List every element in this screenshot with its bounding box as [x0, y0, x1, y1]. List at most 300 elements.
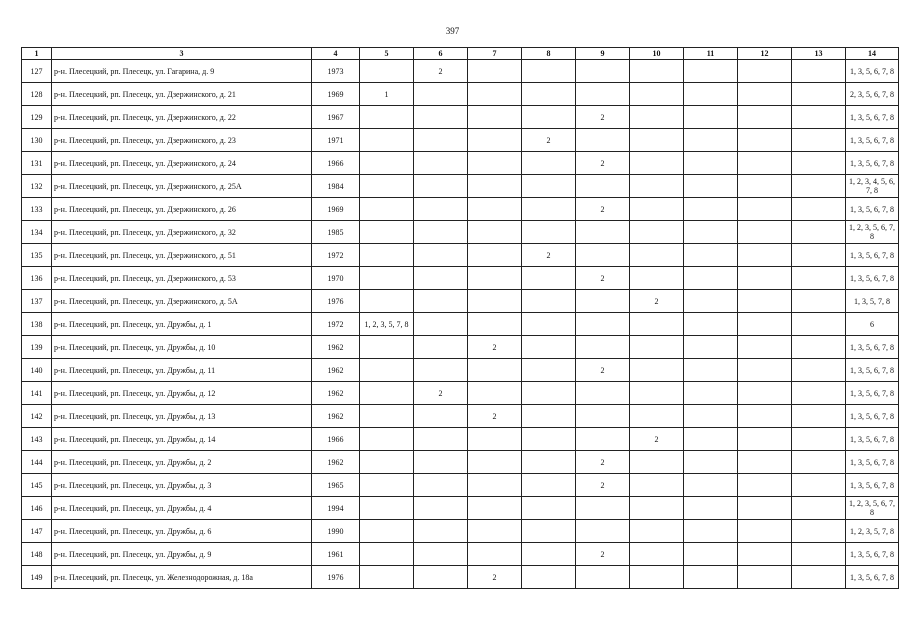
table-cell	[684, 83, 738, 106]
table-cell	[792, 428, 846, 451]
table-cell: 1969	[312, 83, 360, 106]
table-cell	[522, 313, 576, 336]
table-cell	[414, 152, 468, 175]
table-cell	[576, 313, 630, 336]
table-cell: р-н. Плесецкий, рп. Плесецк, ул. Дружбы, д. 1	[52, 313, 312, 336]
table-cell	[684, 175, 738, 198]
table-cell	[576, 566, 630, 589]
table-cell	[576, 244, 630, 267]
table-row	[22, 152, 899, 175]
table-cell: 144	[22, 451, 52, 474]
table-cell	[522, 359, 576, 382]
table-cell	[738, 152, 792, 175]
table-cell	[684, 198, 738, 221]
table-cell: 1, 2, 3, 5, 6, 7, 8	[846, 497, 899, 520]
table-cell: 139	[22, 336, 52, 359]
table-cell: 2	[576, 451, 630, 474]
table-cell	[684, 152, 738, 175]
table-cell	[630, 313, 684, 336]
table-cell: 1, 2, 3, 5, 7, 8	[360, 313, 414, 336]
table-cell	[684, 244, 738, 267]
table-cell	[684, 382, 738, 405]
table-cell	[684, 359, 738, 382]
table-cell: 2	[576, 543, 630, 566]
buildings-table	[21, 47, 899, 589]
column-header: 7	[468, 48, 522, 60]
table-cell	[414, 543, 468, 566]
table-cell	[414, 106, 468, 129]
table-cell	[738, 428, 792, 451]
table-cell	[738, 359, 792, 382]
table-row	[22, 497, 899, 520]
table-cell	[360, 198, 414, 221]
table-cell	[576, 405, 630, 428]
table-cell: р-н. Плесецкий, рп. Плесецк, ул. Дзержинского, д. 51	[52, 244, 312, 267]
table-cell	[684, 106, 738, 129]
table-cell	[468, 106, 522, 129]
table-cell	[468, 175, 522, 198]
table-cell: 1966	[312, 428, 360, 451]
table-cell	[630, 382, 684, 405]
table-cell	[360, 106, 414, 129]
table-cell	[630, 106, 684, 129]
column-header: 4	[312, 48, 360, 60]
table-cell	[684, 428, 738, 451]
page-number: 397	[445, 26, 460, 36]
table-cell: 6	[846, 313, 899, 336]
table-cell: 1985	[312, 221, 360, 244]
table-cell	[792, 336, 846, 359]
table-cell: 1	[360, 83, 414, 106]
table-cell	[468, 451, 522, 474]
table-cell	[522, 543, 576, 566]
table-cell	[792, 382, 846, 405]
table-cell	[468, 290, 522, 313]
table-row	[22, 313, 899, 336]
table-cell	[684, 405, 738, 428]
table-cell	[468, 520, 522, 543]
table-row	[22, 520, 899, 543]
column-header: 3	[52, 48, 312, 60]
table-cell: 1, 3, 5, 6, 7, 8	[846, 60, 899, 83]
table-cell: р-н. Плесецкий, рп. Плесецк, ул. Дружбы, д. 12	[52, 382, 312, 405]
table-cell	[630, 566, 684, 589]
table-cell: р-н. Плесецкий, рп. Плесецк, ул. Дружбы, д. 6	[52, 520, 312, 543]
table-cell	[684, 221, 738, 244]
table-cell: 135	[22, 244, 52, 267]
table-cell: 1973	[312, 60, 360, 83]
table-cell	[522, 336, 576, 359]
table-cell: 2	[522, 244, 576, 267]
table-cell: р-н. Плесецкий, рп. Плесецк, ул. Дзержинского, д. 32	[52, 221, 312, 244]
table-cell: р-н. Плесецкий, рп. Плесецк, ул. Дружбы, д. 10	[52, 336, 312, 359]
table-cell: р-н. Плесецкий, рп. Плесецк, ул. Дзержинского, д. 24	[52, 152, 312, 175]
table-cell: 1961	[312, 543, 360, 566]
table-cell: 1970	[312, 267, 360, 290]
column-header: 14	[846, 48, 899, 60]
table-cell: 1, 3, 5, 6, 7, 8	[846, 382, 899, 405]
table-row	[22, 198, 899, 221]
table-cell: 1, 3, 5, 6, 7, 8	[846, 129, 899, 152]
table-cell: 2	[576, 474, 630, 497]
table-cell	[522, 474, 576, 497]
table-cell	[576, 221, 630, 244]
table-cell	[738, 129, 792, 152]
table-cell	[792, 474, 846, 497]
table-cell	[738, 566, 792, 589]
table-cell	[360, 175, 414, 198]
table-cell	[414, 405, 468, 428]
table-cell	[468, 129, 522, 152]
table-cell: 1, 3, 5, 6, 7, 8	[846, 428, 899, 451]
table-cell	[738, 244, 792, 267]
table-row	[22, 83, 899, 106]
table-cell	[522, 106, 576, 129]
table-row	[22, 244, 899, 267]
table-cell	[738, 290, 792, 313]
table-cell	[738, 336, 792, 359]
table-row	[22, 336, 899, 359]
table-cell: 141	[22, 382, 52, 405]
table-cell	[630, 543, 684, 566]
table-cell	[468, 474, 522, 497]
table-cell: 147	[22, 520, 52, 543]
table-cell: 1, 3, 5, 6, 7, 8	[846, 198, 899, 221]
table-cell	[468, 221, 522, 244]
table-header	[22, 48, 899, 60]
table-cell	[738, 267, 792, 290]
table-cell: 1967	[312, 106, 360, 129]
table-cell	[414, 359, 468, 382]
table-cell: 2	[576, 267, 630, 290]
table-cell: 127	[22, 60, 52, 83]
table-cell: 1, 3, 5, 6, 7, 8	[846, 566, 899, 589]
table-row	[22, 60, 899, 83]
table-cell	[630, 60, 684, 83]
table-cell	[522, 290, 576, 313]
table-cell	[522, 60, 576, 83]
table-cell: 1, 3, 5, 6, 7, 8	[846, 106, 899, 129]
table-cell: 1, 3, 5, 7, 8	[846, 290, 899, 313]
table-cell	[360, 428, 414, 451]
table-cell	[360, 382, 414, 405]
table-row	[22, 359, 899, 382]
table-cell	[738, 221, 792, 244]
table-cell: 1969	[312, 198, 360, 221]
table-cell	[630, 129, 684, 152]
table-cell	[468, 497, 522, 520]
table-cell	[468, 198, 522, 221]
table-cell	[792, 566, 846, 589]
table-cell: р-н. Плесецкий, рп. Плесецк, ул. Дзержинского, д. 26	[52, 198, 312, 221]
table-cell: 1962	[312, 359, 360, 382]
table-cell	[414, 497, 468, 520]
table-cell: 2	[576, 359, 630, 382]
table-cell: 1, 2, 3, 5, 6, 7, 8	[846, 221, 899, 244]
table-cell	[792, 451, 846, 474]
table-row	[22, 405, 899, 428]
table-cell	[630, 152, 684, 175]
table-cell	[414, 267, 468, 290]
table-body	[22, 60, 899, 589]
table-cell	[738, 60, 792, 83]
table-row	[22, 129, 899, 152]
table-cell: 2	[468, 336, 522, 359]
table-cell: р-н. Плесецкий, рп. Плесецк, ул. Дзержинского, д. 23	[52, 129, 312, 152]
table-cell	[522, 520, 576, 543]
table-cell	[360, 336, 414, 359]
table-cell	[738, 543, 792, 566]
table-cell: 129	[22, 106, 52, 129]
column-header: 1	[22, 48, 52, 60]
table-cell	[360, 152, 414, 175]
table-cell: 143	[22, 428, 52, 451]
table-cell: 1, 3, 5, 6, 7, 8	[846, 405, 899, 428]
table-cell	[414, 290, 468, 313]
column-header: 13	[792, 48, 846, 60]
table-cell	[576, 520, 630, 543]
table-cell: р-н. Плесецкий, рп. Плесецк, ул. Дружбы, д. 4	[52, 497, 312, 520]
table-cell	[738, 451, 792, 474]
table-cell	[414, 520, 468, 543]
column-header: 5	[360, 48, 414, 60]
table-cell: 1966	[312, 152, 360, 175]
table-cell: 1984	[312, 175, 360, 198]
table-cell	[792, 313, 846, 336]
table-cell	[576, 129, 630, 152]
table-cell	[684, 520, 738, 543]
column-header: 12	[738, 48, 792, 60]
table-row	[22, 175, 899, 198]
table-cell	[414, 313, 468, 336]
table-cell: 1, 3, 5, 6, 7, 8	[846, 152, 899, 175]
table-cell	[576, 336, 630, 359]
table-cell: 1, 3, 5, 6, 7, 8	[846, 336, 899, 359]
table-cell: р-н. Плесецкий, рп. Плесецк, ул. Дружбы, д. 2	[52, 451, 312, 474]
table-cell	[738, 175, 792, 198]
table-cell: 1965	[312, 474, 360, 497]
table-cell	[684, 543, 738, 566]
table-cell	[576, 382, 630, 405]
table-cell: 2	[576, 198, 630, 221]
table-cell: 1, 3, 5, 6, 7, 8	[846, 451, 899, 474]
table-cell: 2	[576, 106, 630, 129]
table-cell	[792, 198, 846, 221]
table-cell	[576, 175, 630, 198]
table-cell	[522, 428, 576, 451]
table-cell: р-н. Плесецкий, рп. Плесецк, ул. Дзержинского, д. 25А	[52, 175, 312, 198]
table-cell	[522, 497, 576, 520]
column-header: 11	[684, 48, 738, 60]
table-cell	[360, 474, 414, 497]
table-cell	[522, 382, 576, 405]
table-row	[22, 290, 899, 313]
table-cell: 133	[22, 198, 52, 221]
table-cell	[360, 221, 414, 244]
table-cell	[360, 405, 414, 428]
table-cell: 128	[22, 83, 52, 106]
table-cell	[468, 359, 522, 382]
table-cell	[738, 382, 792, 405]
table-cell	[738, 198, 792, 221]
table-cell	[414, 175, 468, 198]
table-cell	[576, 290, 630, 313]
table-cell: 2	[414, 60, 468, 83]
table-cell: 1, 3, 5, 6, 7, 8	[846, 474, 899, 497]
table-cell: р-н. Плесецкий, рп. Плесецк, ул. Дзержинского, д. 53	[52, 267, 312, 290]
table-row	[22, 382, 899, 405]
table-cell: 1972	[312, 313, 360, 336]
table-cell: 1, 3, 5, 6, 7, 8	[846, 359, 899, 382]
table-row	[22, 474, 899, 497]
table-cell	[576, 428, 630, 451]
table-cell: р-н. Плесецкий, рп. Плесецк, ул. Дзержинского, д. 21	[52, 83, 312, 106]
table-cell	[414, 83, 468, 106]
table-cell: 134	[22, 221, 52, 244]
table-cell	[684, 474, 738, 497]
table-cell: 2	[576, 152, 630, 175]
table-cell	[792, 60, 846, 83]
table-cell	[468, 244, 522, 267]
table-cell	[738, 497, 792, 520]
table-cell	[522, 451, 576, 474]
table-row	[22, 267, 899, 290]
table-cell	[792, 106, 846, 129]
table-cell: 137	[22, 290, 52, 313]
table-cell	[522, 175, 576, 198]
table-cell: 1, 3, 5, 6, 7, 8	[846, 543, 899, 566]
table-row	[22, 566, 899, 589]
table-cell: 145	[22, 474, 52, 497]
table-cell: 2	[522, 129, 576, 152]
table-cell	[468, 543, 522, 566]
table-cell: 2	[468, 566, 522, 589]
table-cell: 1, 3, 5, 6, 7, 8	[846, 267, 899, 290]
table-cell	[468, 267, 522, 290]
table-cell	[630, 175, 684, 198]
table-cell: 1971	[312, 129, 360, 152]
table-cell	[684, 566, 738, 589]
table-cell: р-н. Плесецкий, рп. Плесецк, ул. Дружбы, д. 9	[52, 543, 312, 566]
table-cell	[576, 83, 630, 106]
table-row	[22, 106, 899, 129]
table-cell	[792, 290, 846, 313]
table-cell: 138	[22, 313, 52, 336]
table-cell	[684, 60, 738, 83]
column-header: 8	[522, 48, 576, 60]
table-cell	[468, 152, 522, 175]
column-header: 6	[414, 48, 468, 60]
table-cell	[360, 60, 414, 83]
table-cell	[522, 405, 576, 428]
table-cell	[630, 474, 684, 497]
table-cell	[522, 198, 576, 221]
table-cell	[630, 244, 684, 267]
table-cell	[468, 313, 522, 336]
table-cell: р-н. Плесецкий, рп. Плесецк, ул. Дружбы, д. 3	[52, 474, 312, 497]
table-cell	[684, 129, 738, 152]
table-cell: р-н. Плесецкий, рп. Плесецк, ул. Железнодорожная, д. 18а	[52, 566, 312, 589]
table-cell	[792, 129, 846, 152]
table-cell	[630, 520, 684, 543]
table-cell	[792, 405, 846, 428]
table-cell	[792, 83, 846, 106]
table-cell: 149	[22, 566, 52, 589]
table-cell: 1, 2, 3, 4, 5, 6, 7, 8	[846, 175, 899, 198]
table-cell: 1, 2, 3, 5, 7, 8	[846, 520, 899, 543]
table-cell: 130	[22, 129, 52, 152]
table-cell	[360, 566, 414, 589]
table-cell	[792, 520, 846, 543]
table-cell	[630, 497, 684, 520]
table-cell: 1962	[312, 451, 360, 474]
table-cell: 2	[468, 405, 522, 428]
table-cell	[738, 106, 792, 129]
column-header: 10	[630, 48, 684, 60]
table-cell	[792, 244, 846, 267]
table-cell	[414, 244, 468, 267]
table-cell	[360, 244, 414, 267]
table-cell	[360, 267, 414, 290]
table-cell	[684, 451, 738, 474]
table-cell	[630, 221, 684, 244]
table-cell	[630, 359, 684, 382]
table-cell: р-н. Плесецкий, рп. Плесецк, ул. Дзержинского, д. 22	[52, 106, 312, 129]
table-cell	[792, 359, 846, 382]
table-cell	[684, 313, 738, 336]
table-cell: 2	[630, 428, 684, 451]
table-cell	[684, 267, 738, 290]
table-cell: 2	[414, 382, 468, 405]
table-cell	[630, 198, 684, 221]
table-cell	[738, 520, 792, 543]
table-cell: 1, 3, 5, 6, 7, 8	[846, 244, 899, 267]
table-cell	[792, 175, 846, 198]
table-cell	[522, 83, 576, 106]
table-cell: 2, 3, 5, 6, 7, 8	[846, 83, 899, 106]
table-cell	[414, 129, 468, 152]
table-cell: 132	[22, 175, 52, 198]
table-cell: 1990	[312, 520, 360, 543]
table-cell	[360, 497, 414, 520]
table-cell	[738, 83, 792, 106]
table-cell	[738, 405, 792, 428]
table-cell	[468, 428, 522, 451]
table-cell: 1962	[312, 336, 360, 359]
table-cell: 2	[630, 290, 684, 313]
table-cell: р-н. Плесецкий, рп. Плесецк, ул. Дзержинского, д. 5А	[52, 290, 312, 313]
table-cell	[576, 497, 630, 520]
table-cell	[792, 267, 846, 290]
table-cell	[360, 451, 414, 474]
table-cell: 136	[22, 267, 52, 290]
table-cell	[414, 451, 468, 474]
table-cell	[414, 221, 468, 244]
table-cell	[360, 290, 414, 313]
table-cell	[360, 520, 414, 543]
table-cell	[630, 336, 684, 359]
table-row	[22, 221, 899, 244]
table-cell: р-н. Плесецкий, рп. Плесецк, ул. Дружбы, д. 14	[52, 428, 312, 451]
table-cell: 146	[22, 497, 52, 520]
table-cell	[684, 336, 738, 359]
table-cell	[468, 83, 522, 106]
table-cell: 1976	[312, 290, 360, 313]
table-cell: 1962	[312, 382, 360, 405]
table-cell: 1976	[312, 566, 360, 589]
table-cell: 1994	[312, 497, 360, 520]
table-cell	[792, 497, 846, 520]
